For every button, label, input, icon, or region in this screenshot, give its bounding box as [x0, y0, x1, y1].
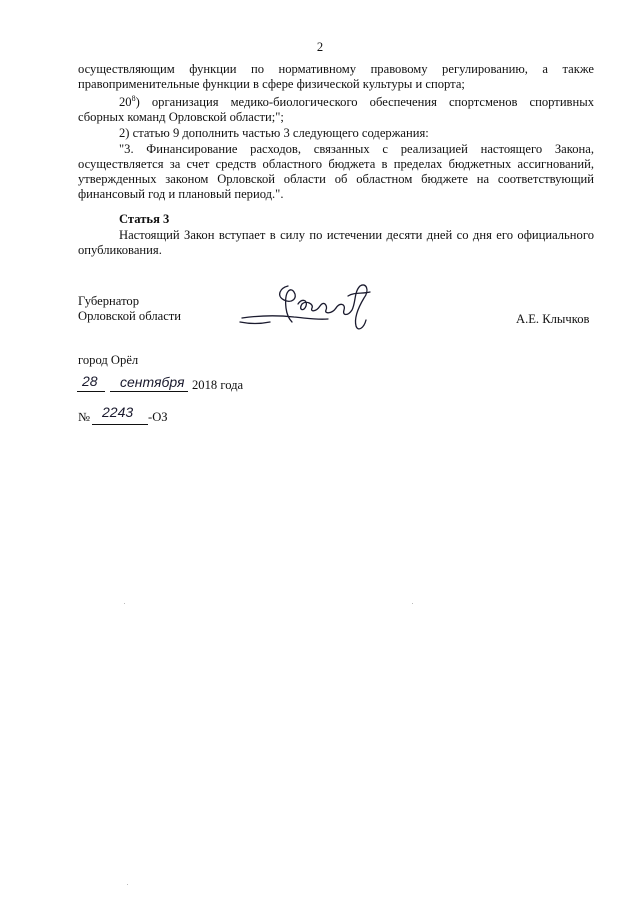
- handwritten-signature: [236, 278, 386, 336]
- item-number: 20: [119, 95, 132, 109]
- number-prefix: №: [78, 410, 91, 424]
- article-3-heading: Статья 3: [119, 212, 170, 226]
- place-of-signing: город Орёл: [78, 353, 139, 367]
- scan-speck: [127, 884, 128, 885]
- number-suffix: -ОЗ: [148, 410, 168, 424]
- date-month: сентября: [120, 374, 185, 390]
- paragraph-3: 2) статью 9 дополнить частью 3 следующего содержания:: [119, 126, 429, 140]
- paragraph-4-line-1: "3. Финансирование расходов, связанных с реализацией настоящего Закона,: [119, 142, 594, 156]
- article-3-line-2: опубликования.: [78, 243, 162, 257]
- scan-speck: [124, 603, 125, 604]
- scan-speck: [412, 603, 413, 604]
- date-year: 2018 года: [192, 378, 244, 392]
- date-month-underline: [110, 391, 188, 392]
- paragraph-2-line-2: сборных команд Орловской области;";: [78, 110, 284, 124]
- item-number-superscript: 8: [131, 93, 136, 103]
- paragraph-2-line-1: [119, 95, 594, 110]
- paragraph-1-line-2: правоприменительные функции в сфере физической культуры и спорта;: [78, 77, 465, 91]
- article-3-line-1: Настоящий Закон вступает в силу по истечении десяти дней со дня его официального: [119, 228, 594, 242]
- signatory-position-line-2: Орловской области: [78, 309, 182, 323]
- signatory-name: А.Е. Клычков: [516, 312, 590, 326]
- paragraph-4-line-2: осуществляется за счет средств областного бюджета в пределах бюджетных ассигнований,: [78, 157, 594, 171]
- signatory-position-line-1: Губернатор: [78, 294, 139, 308]
- paragraph-2-line-1-text: ) организация медико-биологического обеспечения спортсменов спортивных: [135, 95, 594, 109]
- date-day: 28: [82, 373, 98, 389]
- paragraph-4-line-4: финансовый год и плановый период.".: [78, 187, 284, 201]
- paragraph-1-line-1: осуществляющим функции по нормативному правовому регулированию, а также: [78, 62, 594, 76]
- law-number: 2243: [102, 404, 134, 420]
- law-number-underline: [92, 424, 148, 425]
- paragraph-4-line-3: утвержденных законом Орловской области об областном бюджете на соответствующий: [78, 172, 594, 186]
- page-number: 2: [316, 40, 324, 54]
- date-day-underline: [77, 391, 105, 392]
